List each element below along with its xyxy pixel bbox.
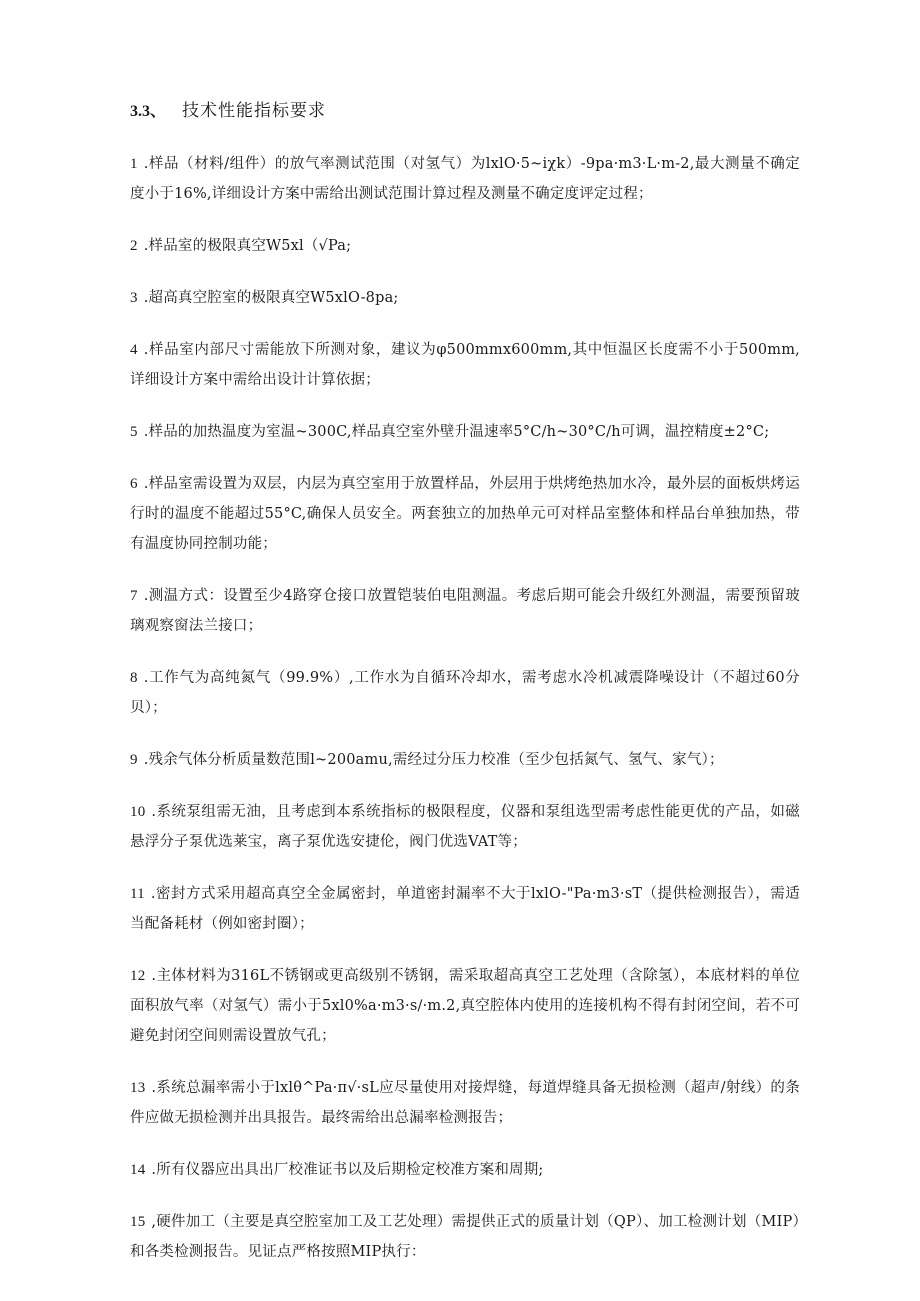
item-text: .工作气为高纯氮气（99.9%）,工作水为自循环冷却水，需考虑水冷机减震降噪设计（不超过60分贝）；: [130, 670, 800, 716]
section-heading: [130, 98, 800, 125]
item-text: .超高真空腔室的极限真空W5xlO-8pa;: [143, 290, 399, 306]
item-number: 11: [130, 886, 145, 902]
item-number: 12: [130, 968, 146, 984]
list-item: [130, 417, 800, 447]
item-text: .样品室内部尺寸需能放下所测对象，建议为φ500mmx600mm,其中恒温区长度需不小于500mm,详细设计方案中需给出设计计算依据；: [130, 342, 800, 388]
item-text: .主体材料为316L不锈钢或更高级别不锈钢，需采取超高真空工艺处理（含除氢），本底材料的单位面积放气率（对氢气）需小于5xl0%a·m3·s∕·m.2,真空腔体内使用的连接机构不得有封闭空间，若不可避免封闭空间则需设置放气孔；: [130, 968, 800, 1044]
list-item: [130, 1155, 800, 1185]
list-item: [130, 797, 800, 857]
list-item: [130, 745, 800, 775]
list-item: [130, 879, 800, 939]
item-number: 8: [130, 670, 138, 686]
list-item: [130, 149, 800, 209]
item-text: .残余气体分析质量数范围l~200amu,需经过分压力校准（至少包括氮气、氢气、家气）；: [143, 752, 724, 768]
item-number: 13: [130, 1080, 146, 1096]
item-number: 4: [130, 342, 138, 358]
list-item: [130, 1073, 800, 1133]
item-number: 6: [130, 476, 138, 492]
item-text: .所有仪器应出具出厂校准证书以及后期检定校准方案和周期;: [151, 1162, 544, 1178]
requirements-list: [130, 149, 800, 1267]
item-number: 10: [130, 804, 146, 820]
item-number: 1: [130, 156, 138, 172]
item-text: ,硬件加工（主要是真空腔室加工及工艺处理）需提供正式的质量计划（QP）、加工检测计划（MIP）和各类检测报告。见证点严格按照MIP执行：: [130, 1214, 800, 1260]
item-text: .系统泵组需无油，且考虑到本系统指标的极限程度，仪器和泵组选型需考虑性能更优的产品，如磁悬浮分子泵优选莱宝，离子泵优选安捷伦，阀门优选VAT等；: [130, 804, 800, 850]
item-text: .样品的加热温度为室温~300C,样品真空室外壁升温速率5°C∕h~30°C∕h可调，温控精度±2°C;: [143, 424, 770, 440]
item-text: .样品室需设置为双层，内层为真空室用于放置样品，外层用于烘烤绝热加水冷，最外层的面板烘烤运行时的温度不能超过55°C,确保人员安全。两套独立的加热单元可对样品室整体和样品台单独加热，带有温度协同控制功能；: [130, 476, 800, 552]
section-title: 技术性能指标要求: [182, 101, 327, 121]
item-number: 7: [130, 588, 138, 604]
list-item: [130, 663, 800, 723]
list-item: [130, 469, 800, 559]
list-item: [130, 283, 800, 313]
item-number: 5: [130, 424, 138, 440]
item-number: 15: [130, 1214, 146, 1230]
section-number: 3.3、: [130, 103, 167, 120]
item-text: .测温方式：设置至少4路穿仓接口放置铠装伯电阻测温。考虑后期可能会升级红外测温，需要预留玻璃观察窗法兰接口；: [130, 588, 800, 634]
list-item: [130, 1207, 800, 1267]
list-item: [130, 961, 800, 1051]
item-text: .密封方式采用超高真空全金属密封，单道密封漏率不大于lxlO-"Pa·m3·sT（提供检测报告），需适当配备耗材（例如密封圈）；: [130, 886, 800, 932]
item-number: 14: [130, 1162, 146, 1178]
item-text: .系统总漏率需小于lxlθ^Pa·π√·sL应尽量使用对接焊缝，每道焊缝具备无损检测（超声/射线）的条件应做无损检测并出具报告。最终需给出总漏率检测报告；: [130, 1080, 800, 1126]
list-item: [130, 581, 800, 641]
item-number: 9: [130, 752, 138, 768]
item-text: .样品（材料/组件）的放气率测试范围（对氢气）为lxlO·5~iχk）-9pa·m3·L·m-2,最大测量不确定度小于16%,详细设计方案中需给出测试范围计算过程及测量不确定度评定过程；: [130, 156, 800, 202]
item-number: 3: [130, 290, 138, 306]
list-item: [130, 231, 800, 261]
item-number: 2: [130, 238, 138, 254]
list-item: [130, 335, 800, 395]
item-text: .样品室的极限真空W5xl（√Pa;: [143, 238, 352, 254]
